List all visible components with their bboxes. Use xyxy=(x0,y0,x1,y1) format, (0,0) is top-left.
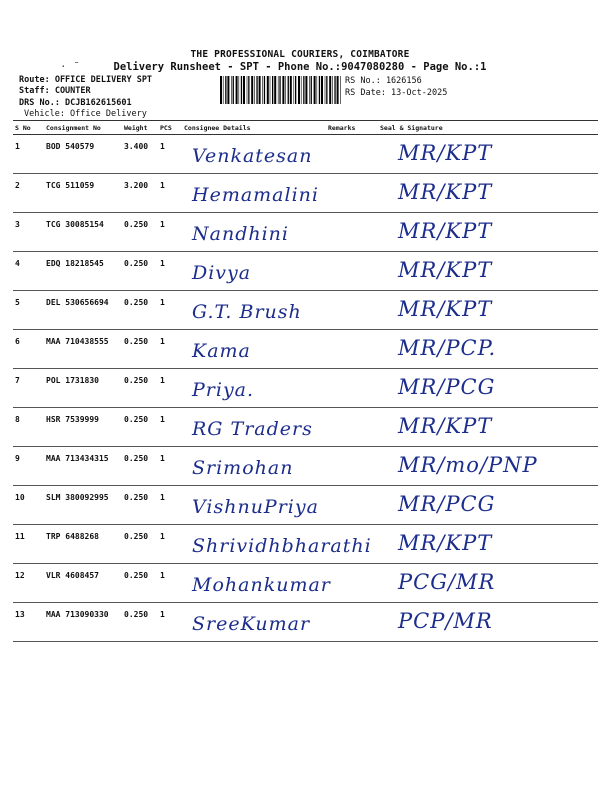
row-sno: 10 xyxy=(13,486,44,525)
row-pcs: 1 xyxy=(158,213,182,252)
row-seal-cell xyxy=(378,174,598,213)
table-header-row xyxy=(13,121,598,135)
row-remarks xyxy=(326,408,378,447)
row-pcs: 1 xyxy=(158,252,182,291)
barcode-bar xyxy=(314,76,316,104)
col-weight: Weight xyxy=(122,121,158,135)
col-sno: S No xyxy=(13,121,44,135)
row-consignee-cell xyxy=(182,213,326,252)
barcode-bar xyxy=(223,76,224,104)
table-row xyxy=(13,330,598,369)
table-row xyxy=(13,447,598,486)
row-seal-cell xyxy=(378,603,598,642)
table-row xyxy=(13,525,598,564)
consignee-handwriting: Srimohan xyxy=(192,457,294,479)
barcode-bar xyxy=(227,76,229,104)
row-consignment-no: POL 1731830 xyxy=(44,369,122,408)
row-seal-cell xyxy=(378,486,598,525)
row-sno: 5 xyxy=(13,291,44,330)
consignee-handwriting: SreeKumar xyxy=(192,613,311,635)
barcode-bar xyxy=(279,76,280,104)
row-consignee-cell xyxy=(182,447,326,486)
barcode-bar xyxy=(259,76,261,104)
seal-signature-handwriting: PCG/MR xyxy=(398,570,496,594)
barcode-bar xyxy=(233,76,234,104)
row-weight: 0.250 xyxy=(122,369,158,408)
barcode-bar xyxy=(340,76,341,104)
row-consignee-cell xyxy=(182,291,326,330)
row-weight: 0.250 xyxy=(122,408,158,447)
barcode-bar xyxy=(243,76,245,104)
barcode-bar xyxy=(334,76,335,104)
consignee-handwriting: Priya. xyxy=(192,379,255,401)
row-remarks xyxy=(326,252,378,291)
row-remarks xyxy=(326,486,378,525)
row-pcs: 1 xyxy=(158,447,182,486)
col-pcs: PCS xyxy=(158,121,182,135)
row-consignee-cell xyxy=(182,369,326,408)
row-sno: 13 xyxy=(13,603,44,642)
consignee-handwriting: VishnuPriya xyxy=(192,496,319,518)
company-title: THE PROFESSIONAL COURIERS, COIMBATORE xyxy=(190,49,410,60)
runsheet-title: Delivery Runsheet - SPT - Phone No.:9047080280 - Page No.:1 xyxy=(113,61,487,73)
table-row xyxy=(13,213,598,252)
table-row xyxy=(13,369,598,408)
row-consignee-cell xyxy=(182,486,326,525)
row-consignment-no: HSR 7539999 xyxy=(44,408,122,447)
consignee-handwriting: Venkatesan xyxy=(192,145,313,167)
rs-date-label: RS Date: 13-Oct-2025 xyxy=(345,88,448,98)
barcode-bar xyxy=(298,76,300,104)
barcode-bar xyxy=(329,76,331,104)
row-remarks xyxy=(326,330,378,369)
runsheet-table xyxy=(13,120,598,642)
route-label: Route: OFFICE DELIVERY SPT xyxy=(19,75,153,85)
row-seal-cell xyxy=(378,525,598,564)
seal-signature-handwriting: MR/KPT xyxy=(398,531,493,555)
row-pcs: 1 xyxy=(158,135,182,174)
barcode-bar xyxy=(290,76,292,104)
scan-mark: · ˉ xyxy=(60,60,80,73)
row-sno: 2 xyxy=(13,174,44,213)
seal-signature-handwriting: MR/mo/PNP xyxy=(398,453,538,477)
seal-signature-handwriting: MR/KPT xyxy=(398,141,493,165)
col-seal: Seal & Signature xyxy=(378,121,598,135)
barcode-bar xyxy=(278,76,279,104)
table-row xyxy=(13,408,598,447)
row-consignment-no: MAA 713090330 xyxy=(44,603,122,642)
barcode-image xyxy=(220,76,341,104)
table-row xyxy=(13,252,598,291)
barcode-bar xyxy=(267,76,269,104)
barcode-bar xyxy=(272,76,273,104)
barcode-bar xyxy=(303,76,304,104)
barcode-bar xyxy=(231,76,232,104)
row-consignment-no: TCG 511059 xyxy=(44,174,122,213)
consignee-handwriting: RG Traders xyxy=(192,418,313,440)
barcode-bar xyxy=(288,76,289,104)
row-weight: 0.250 xyxy=(122,213,158,252)
row-sno: 1 xyxy=(13,135,44,174)
row-weight: 3.200 xyxy=(122,174,158,213)
row-consignee-cell xyxy=(182,135,326,174)
consignee-handwriting: Nandhini xyxy=(192,223,289,245)
row-seal-cell xyxy=(378,291,598,330)
row-pcs: 1 xyxy=(158,486,182,525)
consignee-handwriting: Hemamalini xyxy=(192,184,319,206)
row-sno: 6 xyxy=(13,330,44,369)
row-weight: 0.250 xyxy=(122,525,158,564)
barcode-bar xyxy=(241,76,242,104)
row-consignee-cell xyxy=(182,330,326,369)
col-consignee: Consignee Details xyxy=(182,121,326,135)
barcode-bar xyxy=(309,76,310,104)
row-consignment-no: MAA 710438555 xyxy=(44,330,122,369)
vehicle-label: Vehicle: Office Delivery xyxy=(24,109,147,119)
barcode-bar xyxy=(321,76,323,104)
row-consignee-cell xyxy=(182,564,331,603)
barcode-bar xyxy=(301,76,302,104)
staff-label: Staff: COUNTER xyxy=(19,86,91,96)
row-consignee-cell xyxy=(182,408,326,447)
seal-signature-handwriting: MR/PCG xyxy=(398,375,496,399)
barcode-bar xyxy=(317,76,318,104)
row-seal-cell xyxy=(378,330,598,369)
row-pcs: 1 xyxy=(158,330,182,369)
consignee-handwriting: Kama xyxy=(192,340,251,362)
barcode-bar xyxy=(225,76,226,104)
row-seal-cell xyxy=(378,135,598,174)
barcode-bar xyxy=(236,76,238,104)
table-row xyxy=(13,174,598,213)
row-sno: 4 xyxy=(13,252,44,291)
barcode-bar xyxy=(239,76,240,104)
rs-no-label: RS No.: 1626156 xyxy=(345,76,422,86)
barcode-bar xyxy=(325,76,326,104)
table-row xyxy=(13,564,598,603)
barcode-bar xyxy=(254,76,255,104)
consignee-handwriting: Divya xyxy=(192,262,252,284)
row-weight: 0.250 xyxy=(122,564,158,603)
seal-signature-handwriting: MR/KPT xyxy=(398,297,493,321)
row-seal-cell xyxy=(378,252,598,291)
seal-signature-handwriting: MR/PCP. xyxy=(398,336,497,360)
seal-signature-handwriting: MR/KPT xyxy=(398,180,493,204)
row-weight: 0.250 xyxy=(122,603,158,642)
barcode-bar xyxy=(247,76,248,104)
row-remarks xyxy=(326,174,378,213)
row-pcs: 1 xyxy=(158,408,182,447)
row-remarks xyxy=(326,135,378,174)
row-consignment-no: VLR 4608457 xyxy=(44,564,122,603)
seal-signature-handwriting: MR/PCG xyxy=(398,492,496,516)
row-seal-cell xyxy=(378,213,598,252)
barcode-bar xyxy=(282,76,284,104)
row-pcs: 1 xyxy=(158,564,182,603)
row-seal-cell xyxy=(378,408,598,447)
table-row xyxy=(13,603,598,642)
barcode-bar xyxy=(332,76,333,104)
col-remarks: Remarks xyxy=(326,121,378,135)
barcode-bar xyxy=(311,76,312,104)
barcode-bar xyxy=(270,76,271,104)
row-sno: 9 xyxy=(13,447,44,486)
table-row xyxy=(13,486,598,525)
row-sno: 3 xyxy=(13,213,44,252)
drs-label: DRS No.: DCJB162615601 xyxy=(19,98,132,108)
row-consignee-cell xyxy=(182,603,326,642)
row-consignment-no: MAA 713434315 xyxy=(44,447,122,486)
row-pcs: 1 xyxy=(158,291,182,330)
row-remarks xyxy=(326,447,378,486)
row-weight: 0.250 xyxy=(122,252,158,291)
barcode-bar xyxy=(337,76,339,104)
row-remarks xyxy=(326,213,378,252)
row-seal-cell xyxy=(378,564,598,603)
consignee-handwriting: Shrividhbharathi xyxy=(192,535,372,557)
row-weight: 0.250 xyxy=(122,291,158,330)
row-seal-cell xyxy=(378,369,598,408)
consignee-handwriting: Mohankumar xyxy=(192,574,331,596)
row-consignment-no: EDQ 18218545 xyxy=(44,252,122,291)
barcode-bar xyxy=(262,76,263,104)
barcode-bar xyxy=(248,76,249,104)
table-row xyxy=(13,135,598,174)
row-sno: 11 xyxy=(13,525,44,564)
row-consignment-no: BOD 540579 xyxy=(44,135,122,174)
barcode-bar xyxy=(285,76,286,104)
col-consignment: Consignment No xyxy=(44,121,122,135)
row-remarks xyxy=(326,603,378,642)
row-pcs: 1 xyxy=(158,525,182,564)
barcode-bar xyxy=(305,76,307,104)
consignee-handwriting: G.T. Brush xyxy=(192,301,302,323)
row-weight: 3.400 xyxy=(122,135,158,174)
row-weight: 0.250 xyxy=(122,486,158,525)
barcode-bar xyxy=(294,76,295,104)
barcode-bar xyxy=(220,76,222,104)
row-pcs: 1 xyxy=(158,603,182,642)
row-consignment-no: DEL 530656694 xyxy=(44,291,122,330)
row-pcs: 1 xyxy=(158,369,182,408)
seal-signature-handwriting: MR/KPT xyxy=(398,414,493,438)
barcode-bar xyxy=(256,76,257,104)
row-weight: 0.250 xyxy=(122,330,158,369)
row-sno: 12 xyxy=(13,564,44,603)
barcode-bar xyxy=(295,76,296,104)
row-consignee-cell xyxy=(182,174,326,213)
barcode-bar xyxy=(251,76,253,104)
seal-signature-handwriting: PCP/MR xyxy=(398,609,493,633)
table-row xyxy=(13,291,598,330)
seal-signature-handwriting: MR/KPT xyxy=(398,258,493,282)
row-consignee-cell xyxy=(182,525,372,564)
row-consignment-no: TCG 30085154 xyxy=(44,213,122,252)
row-remarks xyxy=(326,564,378,603)
barcode-bar xyxy=(319,76,320,104)
seal-signature-handwriting: MR/KPT xyxy=(398,219,493,243)
barcode-bar xyxy=(326,76,327,104)
barcode-bar xyxy=(264,76,265,104)
row-pcs: 1 xyxy=(158,174,182,213)
row-sno: 8 xyxy=(13,408,44,447)
row-consignment-no: SLM 380092995 xyxy=(44,486,122,525)
row-sno: 7 xyxy=(13,369,44,408)
row-remarks xyxy=(326,291,378,330)
barcode-bar xyxy=(274,76,276,104)
row-weight: 0.250 xyxy=(122,447,158,486)
row-consignment-no: TRP 6488268 xyxy=(44,525,122,564)
row-remarks xyxy=(326,369,378,408)
row-consignee-cell xyxy=(182,252,326,291)
row-seal-cell xyxy=(378,447,598,486)
